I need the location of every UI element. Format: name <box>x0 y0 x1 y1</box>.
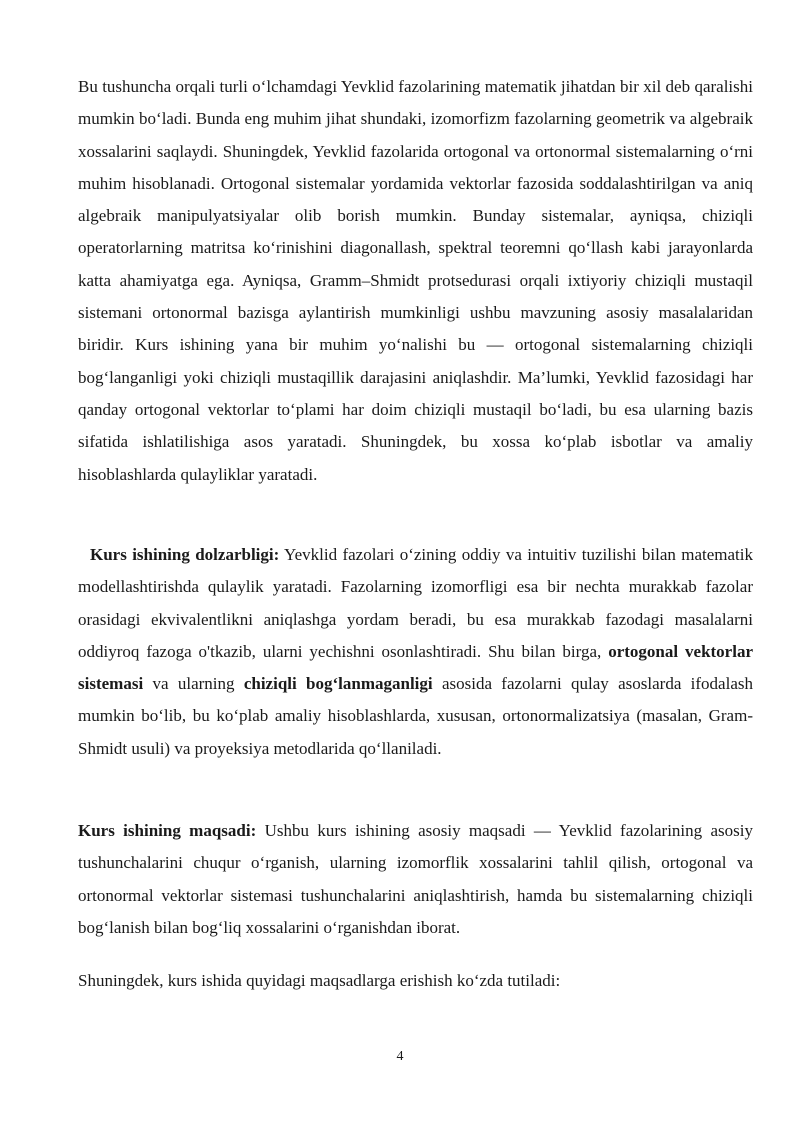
emphasis-chiziqli-boglanmaganligi: chiziqli bog‘lanmaganligi <box>243 674 433 694</box>
paragraph-dolzarbligi <box>78 539 753 765</box>
paragraph-text: asosida fazolarni qulay asoslarda ifodalash mumkin bo‘lib, bu ko‘plab amaliy hisoblashlarda, xususan, ortonormalizatsiya (masalan, Gram-Shmidt usuli) va proyeksiya metodlarida qo‘llaniladi. <box>78 674 753 758</box>
page-number: 4 <box>396 1049 404 1064</box>
paragraph-body <box>78 539 753 765</box>
paragraph-maqsadi <box>78 815 753 944</box>
paragraph-text: Ushbu kurs ishining asosiy maqsadi — Yevklid fazolarining asosiy tushunchalarini chuqur o‘rganish, ularning izomorflik xossalarini tahlil qilish, ortogonal va ortonormal vektorlar sistemasi tushunchalarini aniqlashtirish, hamda bu sistemalarning chiziqli bog‘lanish bilan bog‘liq xossalarini o‘rganishdan iborat. <box>78 821 754 937</box>
emphasis-ortogonal-vektorlar: ortogonal vektorlar sistemasi <box>78 641 753 694</box>
paragraph-text: Bu tushuncha orqali turli o‘lchamdagi Yevklid fazolarining matematik jihatdan bir xil deb qaralishi mumkin bo‘ladi. Bunda eng muhim jihat shundaki, izomorfizm fazolarning geometrik va algebraik xossalarini saqlaydi. Shuningdek, Yevklid fazolarida ortogonal va ortonormal sistemalarning o‘rni muhim hisoblanadi. Ortogonal sistemalar yordamida vektorlar fazosida soddalashtirilgan va aniq algebraik manipulyatsiyalar olib borish mumkin. Bunday sistemalar, ayniqsa, chiziqli operatorlarning matritsa ko‘rinishini diagonallash, spektral teoremni qo‘llash kabi jarayonlarda katta ahamiyatga ega. Ayniqsa, Gramm–Shmidt protsedurasi orqali ixtiyoriy chiziqli mustaqil sistemani ortonormal bazisga aylantirish mumkinligi ushbu mavzuning asosiy masalalaridan biridir. Kurs ishining yana bir muhim yo‘nalishi bu — ortogonal sistemalarning chiziqli bog‘langanligi yoki chiziqli mustaqillik darajasini aniqlashdir. Ma’lumki, Yevklid fazosidagi har qanday ortogonal vektorlar to‘plami har doim chiziqli mustaqil bo‘ladi, bu esa ularning bazis sifatida ishlatilishiga asos yaratadi. Shuningdek, bu xossa ko‘plab isbotlar va amaliy hisoblashlarda qulayliklar yaratadi. <box>78 77 753 484</box>
paragraph-text: Yevklid fazolari o‘zining oddiy va intuitiv tuzilishi bilan matematik modellashtirishda qulaylik yaratadi. Fazolarning izomorfligi esa bir nechta murakkab fazolar orasidagi ekvivalentlikni aniqlashga yordam beradi, bu esa murakkab fazodagi masalalarni oddiyroq fazoga o'tkazib, ularni yechishni osonlashtiradi. Shu bilan birga, <box>78 545 753 661</box>
section-heading-dolzarbligi: Kurs ishining dolzarbligi: <box>90 545 280 564</box>
section-heading-maqsadi: Kurs ishining maqsadi: <box>78 821 257 840</box>
paragraph-izomorfizm <box>78 71 753 491</box>
paragraph-body <box>78 815 753 944</box>
paragraph-text: va ularning <box>143 674 244 694</box>
paragraph-text: Shuningdek, kurs ishida quyidagi maqsadlarga erishish ko‘zda tutiladi: <box>78 971 561 990</box>
paragraph-maqsadlar-intro <box>78 965 753 997</box>
